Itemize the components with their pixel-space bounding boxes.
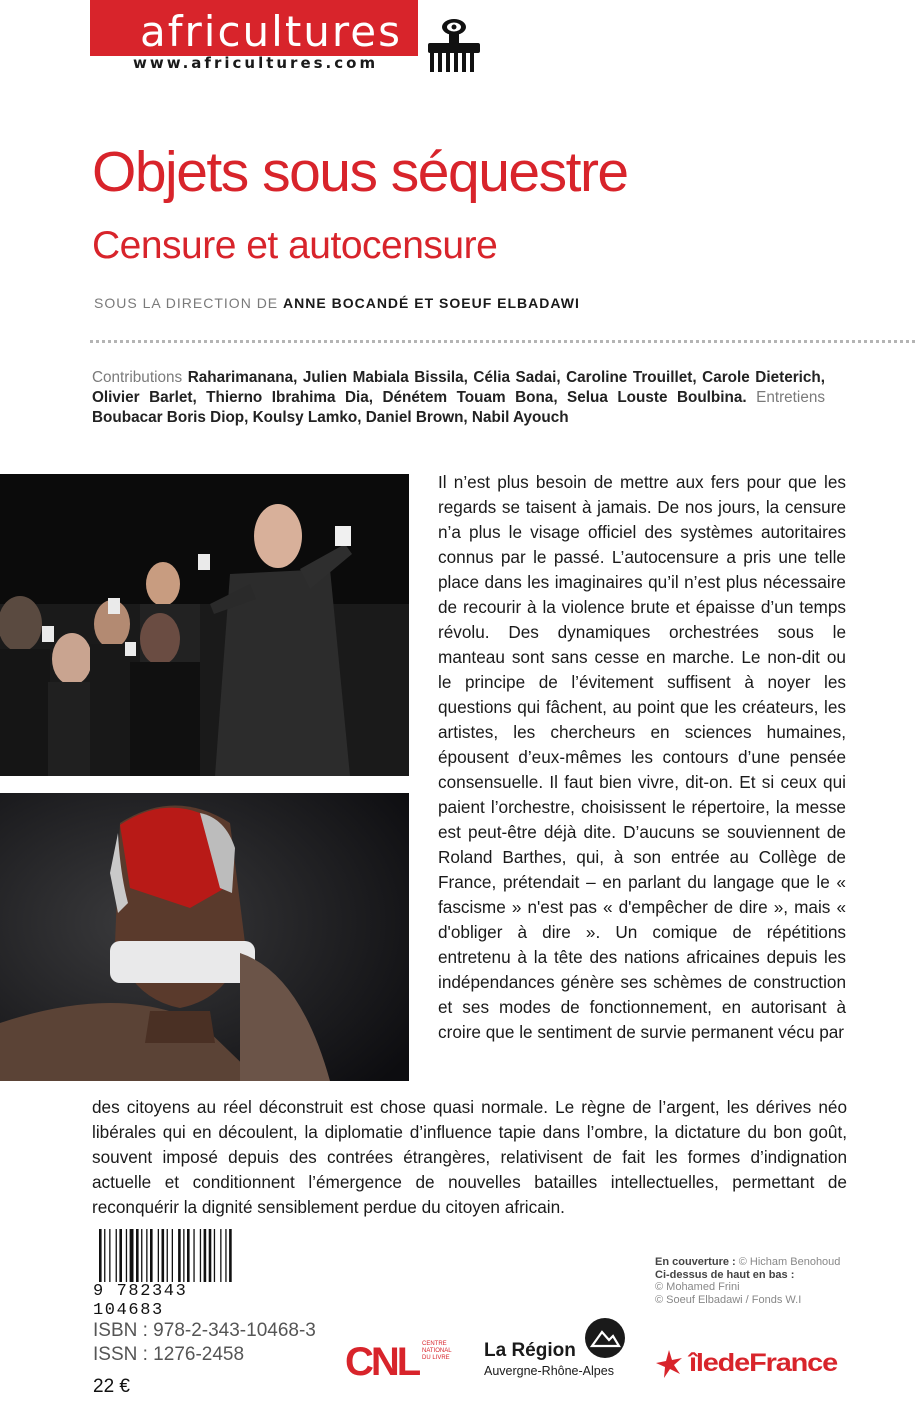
cnl-sub-1: CENTRE xyxy=(422,1341,447,1347)
book-subtitle: Censure et autocensure xyxy=(92,224,498,267)
editors-line xyxy=(94,295,580,311)
interviews-names: Boubacar Boris Diop, Koulsy Lamko, Daniel Brown, Nabil Ayouch xyxy=(92,409,569,426)
barcode-bar xyxy=(209,1229,212,1285)
barcode-bar xyxy=(167,1229,168,1285)
barcode-bar xyxy=(172,1229,173,1285)
barcode-bar xyxy=(130,1229,134,1285)
idf-star-icon xyxy=(656,1350,682,1378)
credit-line-1: © Mohamed Frini xyxy=(655,1281,740,1293)
barcode-bar xyxy=(150,1229,153,1285)
idf-text: îledeFrance xyxy=(686,1349,839,1377)
editors-names: ANNE BOCANDÉ ET SOEUF ELBADAWI xyxy=(283,295,580,311)
cnl-sub-3: DU LIVRE xyxy=(422,1355,450,1361)
editors-label: SOUS LA DIRECTION DE xyxy=(94,295,279,311)
credit-line-2: © Soeuf Elbadawi / Fonds W.I xyxy=(655,1293,802,1306)
dotted-divider xyxy=(90,340,915,343)
barcode-bar xyxy=(229,1229,232,1285)
stage-performance-photo xyxy=(0,474,409,776)
barcode-bar xyxy=(220,1229,221,1285)
barcode-bar xyxy=(214,1229,215,1285)
barcode-bar xyxy=(119,1229,122,1285)
cover-credit-value: © Hicham Benohoud xyxy=(738,1256,841,1268)
contributors-block xyxy=(92,368,825,428)
brand-name: africultures xyxy=(140,7,402,56)
barcode-bar xyxy=(126,1229,127,1285)
price: 22 € xyxy=(93,1376,130,1397)
region-sub: Auvergne-Rhône-Alpes xyxy=(484,1364,614,1378)
isbn-block xyxy=(93,1319,316,1367)
barcode-bar xyxy=(162,1229,165,1285)
region-mountain-icon xyxy=(585,1318,625,1358)
brand-url[interactable]: www.africultures.com xyxy=(133,54,379,72)
cover-credit-label: En couverture : xyxy=(655,1256,736,1268)
barcode-bar xyxy=(136,1229,139,1285)
barcode-bar xyxy=(225,1229,226,1285)
barcode-bar xyxy=(183,1229,184,1285)
afro-comb-icon xyxy=(424,16,486,76)
interviews-label: Entretiens xyxy=(756,389,825,406)
barcode-bar xyxy=(158,1229,159,1285)
isbn: ISBN : 978-2-343-10468-3 xyxy=(93,1320,316,1341)
barcode-bar xyxy=(146,1229,147,1285)
idf-logo xyxy=(655,1344,845,1384)
barcode-bar xyxy=(99,1229,102,1285)
barcode-number: 9 782343 104683 xyxy=(93,1282,251,1320)
contributions-label: Contributions xyxy=(92,369,183,386)
cnl-logo xyxy=(345,1333,452,1389)
cnl-sub-2: NATIONAL xyxy=(422,1348,452,1354)
issn: ISSN : 1276-2458 xyxy=(93,1344,245,1365)
barcode-bar xyxy=(141,1229,142,1285)
barcode-bar xyxy=(104,1229,105,1285)
region-name: La Région xyxy=(484,1340,576,1361)
barcode-bar xyxy=(204,1229,207,1285)
region-logo xyxy=(482,1318,632,1386)
barcode-bar xyxy=(109,1229,110,1285)
gagged-man-photo xyxy=(0,793,409,1081)
above-credit-label: Ci-dessus de haut en bas : xyxy=(655,1268,795,1281)
barcode-bar xyxy=(178,1229,181,1285)
description-column: Il n’est plus besoin de mettre aux fers pour que les regards se taisent à jamais. De nos jours, la censure n’a plus le visage officiel des systèmes autoritaires connus par le passé. L’autocensure a pris une telle place dans les imaginaires qu’il n’est plus nécessaire de recourir à la violence brute et épaisse d’un temps révolu. Des dynamiques orchestrées sous le manteau sont sans cesse en marche. Le non-dit ou le principe de l’évitement suffisent à noyer les questions qui fâchent, au point que les créateurs, les artistes, les chercheurs en sciences humaines, épousent d’eux-mêmes les contours d’une pensée consensuelle. Il faut bien vivre, dit-on. Et si ceux qui paient l’orchestre, choisissent le répertoire, la messe est peut-être déjà dite. D’aucuns se souviennent de Roland Barthes, qui, à son entrée au Collège de France, prétendait – en parlant du langage que le « fascisme » n'est pas « d'empêcher de dire », mais « d'obliger à dire ». Un comique de répétitions entretenu à la tête des nations africaines depuis les indépendances génère ses schèmes de construction et ses modes de fonctionnement, en autorisant à croire que le sentiment de survie permanent vécu par xyxy=(438,472,846,1042)
book-title: Objets sous séquestre xyxy=(92,140,628,204)
barcode-bar xyxy=(200,1229,201,1285)
description-continuation: des citoyens au réel déconstruit est chose quasi normale. Le règne de l’argent, les dérives néo libérales qui en découlent, la diplomatie d’influence tapie dans l’ombre, la dictature du bon goût, souvent imposé depuis des contrées étrangères, relativisent de fait les formes d’indignation actuelle et conditionnent l’émergence de nouvelles batailles intellectuelles, permettant de reconquérir la dignité sensiblement perdue du citoyen africain. xyxy=(92,1097,847,1217)
contributions-names: Raharimanana, Julien Mabiala Bissila, Célia Sadai, Caroline Trouillet, Carole Dieterich, Olivier Barlet, Thierno Ibrahima Dia, Dénétem Touam Bona, Selua Louste Boulbina. xyxy=(92,369,826,406)
barcode-bar xyxy=(187,1229,190,1285)
photo-credits xyxy=(655,1256,840,1306)
cnl-logo-text: CNL xyxy=(345,1340,419,1384)
barcode-bar xyxy=(193,1229,194,1285)
barcode-bar xyxy=(116,1229,117,1285)
